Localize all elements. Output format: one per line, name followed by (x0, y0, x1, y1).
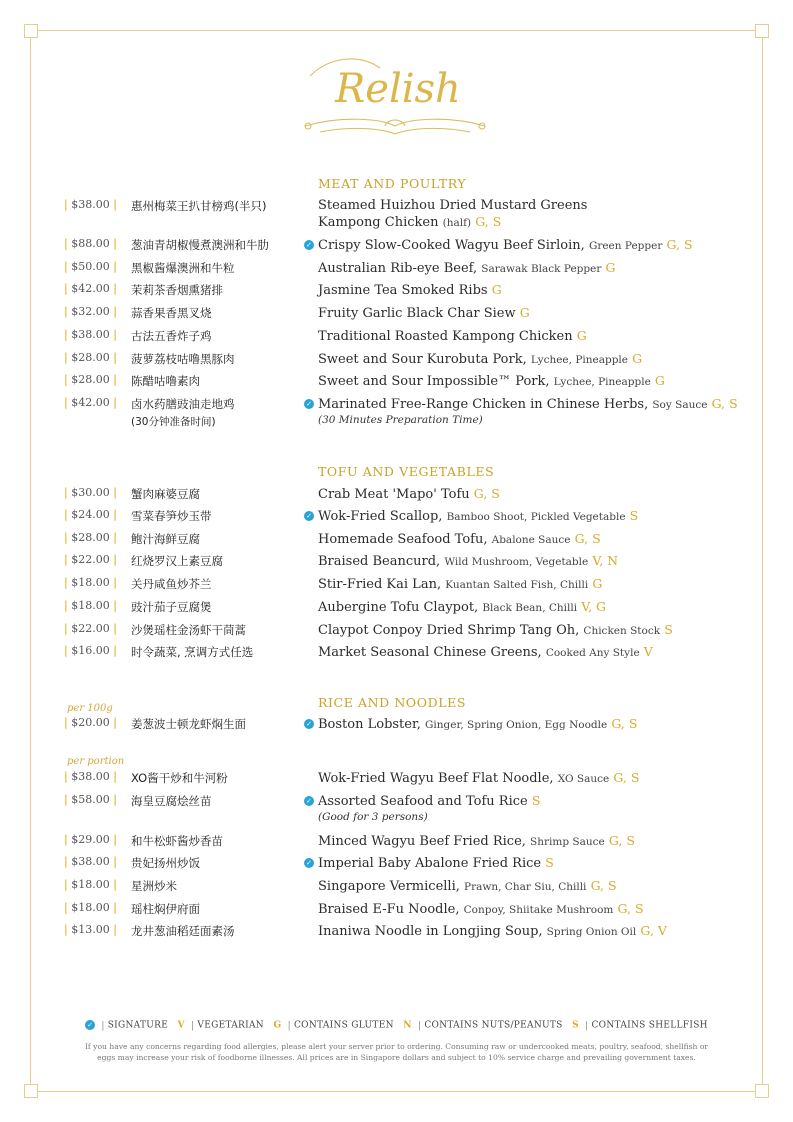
menu-item-chinese-name (131, 576, 303, 592)
menu-item-english-name (318, 396, 758, 426)
menu-item-chinese-name (131, 396, 303, 429)
legend-separator: | (191, 1020, 195, 1031)
dish-note: (30 Minutes Preparation Time) (318, 414, 483, 426)
frame-corner-br (755, 1084, 769, 1098)
frame-corner-bl (24, 1084, 38, 1098)
menu-item-english-name (318, 923, 758, 939)
menu-item-price (64, 351, 124, 364)
price-value: $42.00 (71, 282, 110, 295)
dietary-tags: G, S (475, 214, 502, 229)
price-divider: | (64, 508, 68, 521)
dietary-tags: G, S (590, 878, 617, 893)
menu-item-price (64, 923, 124, 936)
dietary-tags: G, S (666, 237, 693, 252)
price-value: $42.00 (71, 396, 110, 409)
menu-item-chinese-name (131, 373, 303, 389)
dish-description: Cooked Any Style (545, 647, 640, 659)
menu-item-chinese-name (131, 878, 303, 894)
chinese-name: 菠萝荔枝咕噜黑豚肉 (131, 352, 235, 366)
dietary-tags: V, N (592, 553, 619, 568)
dietary-tags: G (576, 328, 587, 343)
price-value: $38.00 (71, 328, 110, 341)
dish-description: Soy Sauce (652, 399, 708, 411)
price-divider: | (113, 198, 117, 211)
check-badge-icon: ✓ (304, 240, 314, 250)
menu-item-english-name (318, 282, 758, 298)
dietary-tags: S (545, 855, 554, 870)
price-value: $28.00 (71, 373, 110, 386)
chinese-name: 鲍汁海鲜豆腐 (131, 532, 200, 546)
chinese-name: 豉汁茄子豆腐煲 (131, 600, 212, 614)
dish-description: Shrimp Sauce (530, 836, 605, 848)
price-divider: | (64, 901, 68, 914)
legend-separator: | (101, 1020, 105, 1031)
check-badge-icon: ✓ (304, 858, 314, 868)
price-divider: | (64, 923, 68, 936)
menu-item-price (64, 901, 124, 914)
dish-name: Aubergine Tofu Claypot, (318, 600, 479, 615)
check-badge-icon: ✓ (304, 399, 314, 409)
price-value: $38.00 (71, 198, 110, 211)
menu-item-english-name (318, 855, 758, 871)
legend-key-v: V (177, 1020, 185, 1031)
menu-item-price (64, 508, 124, 521)
price-divider: | (64, 622, 68, 635)
price-divider: | (113, 486, 117, 499)
menu-item-chinese-name (131, 237, 303, 253)
menu-item-price (64, 373, 124, 386)
dish-name: Stir-Fried Kai Lan, (318, 577, 442, 592)
menu-item-chinese-name (131, 599, 303, 615)
relish-logo (290, 46, 500, 142)
dish-name: Market Seasonal Chinese Greens, (318, 645, 542, 660)
price-value: $32.00 (71, 305, 110, 318)
dietary-tags: G, S (611, 716, 638, 731)
menu-item-chinese-name (131, 833, 303, 849)
price-divider: | (113, 833, 117, 846)
dish-name: Steamed Huizhou Dried Mustard Greens (318, 198, 588, 213)
menu-item-price (64, 793, 124, 806)
price-divider: | (64, 553, 68, 566)
dish-description: (half) (442, 217, 472, 229)
chinese-name: 茉莉茶香烟熏猪排 (131, 283, 223, 297)
price-value: $13.00 (71, 923, 110, 936)
frame-corner-tl (24, 24, 38, 38)
menu-item-price (64, 576, 124, 589)
legend-vegetarian: VEGETARIAN (197, 1020, 264, 1031)
price-divider: | (64, 878, 68, 891)
menu-item-price (64, 833, 124, 846)
dish-name: Wok-Fried Wagyu Beef Flat Noodle, (318, 771, 554, 786)
menu-item-english-name (318, 576, 758, 592)
menu-item-chinese-name (131, 770, 303, 786)
dish-name: Crispy Slow-Cooked Wagyu Beef Sirloin, (318, 238, 585, 253)
price-value: $58.00 (71, 793, 110, 806)
dietary-tags: G, S (711, 396, 738, 411)
dish-name: Marinated Free-Range Chicken in Chinese Herbs, (318, 397, 649, 412)
menu-item-price (64, 305, 124, 318)
price-divider: | (64, 305, 68, 318)
dish-description: Spring Onion Oil (546, 926, 637, 938)
dietary-tags: G, S (473, 486, 500, 501)
price-divider: | (113, 260, 117, 273)
menu-item-chinese-name (131, 260, 303, 276)
price-value: $28.00 (71, 351, 110, 364)
menu-item-price (64, 328, 124, 341)
legend-key-s: S (572, 1020, 579, 1031)
price-value: $38.00 (71, 770, 110, 783)
dietary-tags: G, S (617, 901, 644, 916)
price-divider: | (64, 198, 68, 211)
dish-name: Assorted Seafood and Tofu Rice (318, 794, 528, 809)
price-divider: | (64, 793, 68, 806)
dish-name: Braised Beancurd, (318, 554, 441, 569)
dish-description: Conpoy, Shiitake Mushroom (463, 904, 614, 916)
menu-item-price (64, 396, 124, 409)
price-divider: | (64, 260, 68, 273)
dish-name: Claypot Conpoy Dried Shrimp Tang Oh, (318, 623, 580, 638)
dietary-tags: G, S (574, 531, 601, 546)
note-per-100g: per 100g (67, 703, 113, 714)
price-value: $88.00 (71, 237, 110, 250)
legend-nuts: CONTAINS NUTS/PEANUTS (424, 1020, 563, 1031)
legend-separator: | (585, 1020, 589, 1031)
price-divider: | (113, 237, 117, 250)
menu-item-price (64, 878, 124, 891)
price-divider: | (113, 644, 117, 657)
price-divider: | (64, 531, 68, 544)
menu-item-chinese-name (131, 305, 303, 321)
chinese-note: (30分钟准备时间) (131, 416, 216, 428)
price-divider: | (113, 901, 117, 914)
menu-item-price (64, 716, 124, 729)
price-value: $18.00 (71, 576, 110, 589)
price-value: $28.00 (71, 531, 110, 544)
dish-description: Ginger, Spring Onion, Egg Noodle (425, 719, 608, 731)
price-divider: | (113, 878, 117, 891)
price-value: $50.00 (71, 260, 110, 273)
price-divider: | (64, 576, 68, 589)
dish-name: Australian Rib-eye Beef, (318, 261, 478, 276)
note-per-portion: per portion (67, 756, 125, 767)
menu-item-english-name (318, 770, 758, 786)
chinese-name: 姜葱波士顿龙虾焖生面 (131, 717, 246, 731)
dietary-tags: G, V (640, 923, 667, 938)
logo-wordmark: Relish (335, 66, 461, 112)
dish-description: Lychee, Pineapple (553, 376, 651, 388)
price-value: $29.00 (71, 833, 110, 846)
dietary-tags: G (519, 305, 530, 320)
dish-description: Prawn, Char Siu, Chilli (464, 881, 587, 893)
menu-item-english-name (318, 553, 758, 569)
menu-item-english-name (318, 901, 758, 917)
dietary-tags: G, S (613, 770, 640, 785)
menu-item-english-name (318, 599, 758, 615)
menu-item-price (64, 198, 124, 211)
menu-item-english-name (318, 305, 758, 321)
price-divider: | (113, 396, 117, 409)
dish-name: Singapore Vermicelli, (318, 879, 460, 894)
menu-item-english-name (318, 716, 758, 732)
section-title-meat: MEAT AND POULTRY (318, 176, 467, 191)
menu-item-english-name (318, 373, 758, 389)
price-value: $18.00 (71, 901, 110, 914)
menu-item-chinese-name (131, 351, 303, 367)
dish-name: Sweet and Sour Kurobuta Pork, (318, 352, 527, 367)
price-divider: | (113, 305, 117, 318)
legend (0, 1020, 793, 1031)
dietary-tags: G, S (608, 833, 635, 848)
price-value: $16.00 (71, 644, 110, 657)
dish-description: Chicken Stock (583, 625, 661, 637)
check-badge-icon: ✓ (87, 1021, 94, 1029)
menu-item-chinese-name (131, 328, 303, 344)
disclaimer: If you have any concerns regarding food allergies, please alert your server prior to ordering. Consuming raw or undercooked meats, poultry, seafood, shellfish or eggs may increase your risk of foodborne illnesses. All prices are in Singapore dollars and subject to 10% service charge and prevailing government taxes. (84, 1042, 709, 1062)
menu-item-price (64, 855, 124, 868)
price-divider: | (64, 644, 68, 657)
menu-item-chinese-name (131, 531, 303, 547)
legend-separator: | (287, 1020, 291, 1031)
price-divider: | (113, 793, 117, 806)
legend-gluten: CONTAINS GLUTEN (293, 1020, 394, 1031)
chinese-name: 古法五香炸子鸡 (131, 329, 212, 343)
chinese-name: 瑶柱焖伊府面 (131, 902, 200, 916)
price-divider: | (64, 351, 68, 364)
price-divider: | (113, 328, 117, 341)
menu-item-english-name (318, 644, 758, 660)
chinese-name: 蟹肉麻婆豆腐 (131, 487, 200, 501)
chinese-name: 卤水药膳豉油走地鸡 (131, 397, 235, 411)
menu-item-price (64, 553, 124, 566)
dish-name-cont: Kampong Chicken (318, 215, 439, 230)
price-divider: | (113, 770, 117, 783)
menu-item-price (64, 282, 124, 295)
price-divider: | (113, 622, 117, 635)
price-divider: | (113, 508, 117, 521)
dish-description: Abalone Sauce (491, 534, 571, 546)
dish-name: Jasmine Tea Smoked Ribs (318, 283, 488, 298)
dietary-tags: S (531, 793, 541, 808)
menu-item-price (64, 486, 124, 499)
dietary-tags: V (643, 644, 653, 659)
menu-item-price (64, 531, 124, 544)
chinese-name: 时令蔬菜, 烹调方式任选 (131, 645, 254, 659)
price-value: $30.00 (71, 486, 110, 499)
check-badge-icon: ✓ (304, 796, 314, 806)
dietary-tags: G (654, 373, 665, 388)
price-value: $22.00 (71, 553, 110, 566)
dish-name: Wok-Fried Scallop, (318, 509, 443, 524)
menu-item-english-name (318, 198, 758, 230)
price-divider: | (113, 599, 117, 612)
chinese-name: 沙煲瑶柱金汤虾干茼蒿 (131, 623, 246, 637)
menu-item-english-name (318, 486, 758, 502)
menu-item-chinese-name (131, 508, 303, 524)
price-divider: | (64, 599, 68, 612)
price-divider: | (113, 282, 117, 295)
menu-item-english-name (318, 878, 758, 894)
menu-item-chinese-name (131, 282, 303, 298)
menu-item-chinese-name (131, 793, 303, 809)
price-divider: | (64, 237, 68, 250)
price-divider: | (113, 531, 117, 544)
price-divider: | (113, 351, 117, 364)
menu-item-price (64, 260, 124, 273)
menu-item-english-name (318, 833, 758, 849)
dish-name: Crab Meat 'Mapo' Tofu (318, 487, 470, 502)
menu-item-chinese-name (131, 486, 303, 502)
menu-item-chinese-name (131, 644, 303, 660)
price-divider: | (113, 923, 117, 936)
chinese-name: XO酱干炒和牛河粉 (131, 771, 228, 785)
dish-name: Inaniwa Noodle in Longjing Soup, (318, 924, 543, 939)
legend-key-g: G (273, 1020, 282, 1031)
menu-item-price (64, 770, 124, 783)
menu-item-english-name (318, 531, 758, 547)
dish-name: Traditional Roasted Kampong Chicken (318, 329, 573, 344)
legend-shellfish: CONTAINS SHELLFISH (591, 1020, 708, 1031)
dish-name-line2 (318, 214, 758, 230)
price-divider: | (64, 855, 68, 868)
chinese-name: 红烧罗汉上素豆腐 (131, 554, 223, 568)
dietary-tags: G (592, 576, 603, 591)
dietary-tags: G (605, 260, 616, 275)
price-divider: | (64, 770, 68, 783)
dish-note: (Good for 3 persons) (318, 811, 428, 823)
menu-item-chinese-name (131, 716, 303, 732)
legend-separator: | (417, 1020, 422, 1031)
menu-item-chinese-name (131, 198, 303, 214)
frame-corner-tr (755, 24, 769, 38)
chinese-name: 蒜香果香黑叉烧 (131, 306, 212, 320)
menu-item-chinese-name (131, 901, 303, 917)
chinese-name: 雪菜春笋炒玉带 (131, 509, 212, 523)
dish-description: Bamboo Shoot, Pickled Vegetable (446, 511, 626, 523)
price-divider: | (113, 855, 117, 868)
menu-item-english-name (318, 351, 758, 367)
menu-item-english-name (318, 237, 758, 253)
chinese-name: 龙井葱油稻廷面素汤 (131, 924, 235, 938)
menu-item-english-name (318, 508, 758, 524)
dish-description: Sarawak Black Pepper (481, 263, 602, 275)
legend-key-n: N (403, 1020, 412, 1031)
dietary-tags: S (629, 508, 639, 523)
chinese-name: 葱油青胡椒慢煮澳洲和牛肋 (131, 238, 269, 252)
dish-description: Kuantan Salted Fish, Chilli (445, 579, 589, 591)
check-badge-icon: ✓ (304, 511, 314, 521)
chinese-name: 贵妃扬州炒饭 (131, 856, 200, 870)
check-badge-icon: ✓ (304, 719, 314, 729)
menu-item-english-name (318, 622, 758, 638)
dish-name: Minced Wagyu Beef Fried Rice, (318, 834, 526, 849)
legend-signature: SIGNATURE (107, 1020, 169, 1031)
chinese-name: 星洲炒米 (131, 879, 177, 893)
price-divider: | (64, 373, 68, 386)
price-divider: | (113, 373, 117, 386)
menu-item-chinese-name (131, 855, 303, 871)
chinese-name: 关丹咸鱼炒芥兰 (131, 577, 212, 591)
price-divider: | (64, 396, 68, 409)
price-divider: | (64, 282, 68, 295)
chinese-name: 黑椒酱爆澳洲和牛粒 (131, 261, 235, 275)
price-value: $22.00 (71, 622, 110, 635)
section-title-rice: RICE AND NOODLES (318, 695, 467, 710)
dish-name: Fruity Garlic Black Char Siew (318, 306, 516, 321)
menu-item-english-name (318, 328, 758, 344)
dish-name: Braised E-Fu Noodle, (318, 902, 460, 917)
chinese-name: 海皇豆腐烩丝苗 (131, 794, 212, 808)
menu-item-chinese-name (131, 923, 303, 939)
dish-name: Imperial Baby Abalone Fried Rice (318, 856, 542, 871)
price-value: $38.00 (71, 855, 110, 868)
price-divider: | (64, 486, 68, 499)
price-value: $18.00 (71, 878, 110, 891)
price-divider: | (64, 716, 68, 729)
dish-description: XO Sauce (557, 773, 610, 785)
dish-description: Wild Mushroom, Vegetable (444, 556, 589, 568)
price-value: $20.00 (71, 716, 110, 729)
menu-item-price (64, 622, 124, 635)
chinese-name: 惠州梅菜王扒甘榜鸡(半只) (131, 199, 267, 213)
menu-item-price (64, 644, 124, 657)
chinese-name: 和牛松虾酱炒香苗 (131, 834, 223, 848)
dish-description: Black Bean, Chilli (482, 602, 578, 614)
menu-item-price (64, 599, 124, 612)
price-value: $18.00 (71, 599, 110, 612)
dietary-tags: V, G (581, 599, 607, 614)
price-value: $24.00 (71, 508, 110, 521)
price-divider: | (113, 553, 117, 566)
chinese-name: 陈醋咕噜素肉 (131, 374, 200, 388)
menu-item-price (64, 237, 124, 250)
menu-item-chinese-name (131, 622, 303, 638)
dish-name: Boston Lobster, (318, 717, 421, 732)
price-divider: | (113, 716, 117, 729)
menu-item-chinese-name (131, 553, 303, 569)
dietary-tags: S (664, 622, 673, 637)
price-divider: | (64, 328, 68, 341)
dietary-tags: G (632, 351, 643, 366)
price-divider: | (113, 576, 117, 589)
section-title-tofu: TOFU AND VEGETABLES (318, 464, 495, 479)
menu-item-english-name (318, 260, 758, 276)
dietary-tags: G (491, 282, 502, 297)
dish-name: Sweet and Sour Impossible™ Pork, (318, 374, 550, 389)
menu-item-english-name (318, 793, 758, 823)
dish-description: Lychee, Pineapple (530, 354, 628, 366)
price-divider: | (64, 833, 68, 846)
dish-name: Homemade Seafood Tofu, (318, 532, 488, 547)
dish-description: Green Pepper (588, 240, 663, 252)
